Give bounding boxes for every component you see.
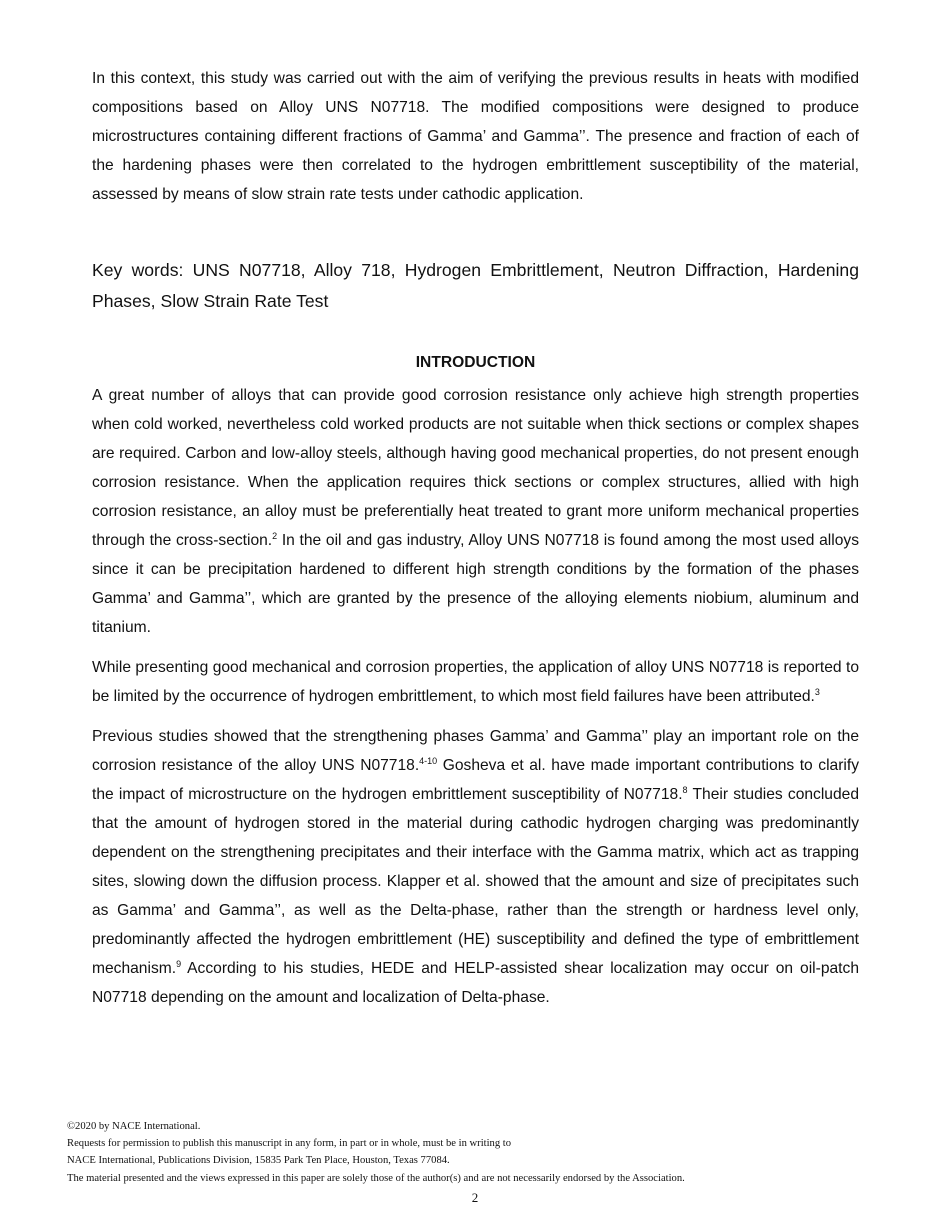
- spacer: [92, 209, 859, 255]
- paragraph-text: Previous studies showed that the strengthening phases Gamma’ and Gamma’’ play an important role on the corrosion resistance of the alloy UNS N07718.: [92, 728, 859, 774]
- reference-superscript: 3: [814, 686, 820, 697]
- paragraph-text: Gosheva et al. have made important contributions to clarify the impact of microstructure on the hydrogen embrittlement susceptibility of N07718.: [92, 757, 859, 803]
- keywords: Key words: UNS N07718, Alloy 718, Hydrogen Embrittlement, Neutron Diffraction, Hardening Phases, Slow Strain Rate Test: [92, 260, 859, 311]
- introduction-paragraph-1: [92, 381, 859, 642]
- reference-superscript: 9: [176, 958, 182, 969]
- paragraph-text: Their studies concluded that the amount of hydrogen stored in the material during cathodic hydrogen charging was predominantly dependent on the strengthening precipitates and their interface with the Gamma matrix, which act as trapping sites, slowing down the diffusion process. Klapper et al. showed that the amount and size of precipitates such as Gamma’ and Gamma’’, as well as the Delta-phase, rather than the strength or hardness level only, predominantly affected the hydrogen embrittlement (HE) susceptibility and defined the type of embrittlement mechanism.: [92, 786, 859, 977]
- section-heading-introduction: INTRODUCTION: [415, 354, 536, 371]
- footer-permission-line-2: NACE International, Publications Division, 15835 Park Ten Place, Houston, Texas 77084.: [67, 1155, 450, 1167]
- footer-disclaimer: The material presented and the views expressed in this paper are solely those of the author(s) and are not necessarily endorsed by the Association.: [67, 1172, 685, 1184]
- page-number: 2: [471, 1190, 479, 1205]
- intro-paragraph: In this context, this study was carried out with the aim of verifying the previous results in heats with modified compositions based on Alloy UNS N07718. The modified compositions were designed to produce microstructures containing different fractions of Gamma’ and Gamma’’. The presence and fraction of each of the hardening phases were then correlated to the hydrogen embrittlement susceptibility of the material, assessed by means of slow strain rate tests under cathodic application.: [92, 70, 859, 203]
- reference-superscript: 2: [272, 530, 278, 541]
- footer-copyright: ©2020 by NACE International.: [67, 1121, 201, 1132]
- paragraph-text: A great number of alloys that can provide good corrosion resistance only achieve high strength properties when cold worked, nevertheless cold worked products are not suitable when thick sections or complex shapes are required. Carbon and low-alloy steels, although having good mechanical properties, do not present enough corrosion resistance. When the application requires thick sections or complex structures, allied with high corrosion resistance, an alloy must be preferentially heat treated to grant more uniform mechanical properties through the cross-section.: [92, 387, 859, 549]
- document-body: [92, 64, 859, 1012]
- page-footer: [67, 1118, 907, 1187]
- footer-permission-line-1: Requests for permission to publish this manuscript in any form, in part or in whole, must be in writing to: [67, 1138, 512, 1150]
- introduction-paragraph-2: [92, 653, 859, 711]
- reference-superscript: 4-10: [419, 755, 438, 766]
- introduction-paragraph-3: [92, 722, 859, 1012]
- paragraph-text: According to his studies, HEDE and HELP-assisted shear localization may occur on oil-patch N07718 depending on the amount and localization of Delta-phase.: [92, 960, 859, 1006]
- reference-superscript: 8: [682, 784, 688, 795]
- paragraph-text: While presenting good mechanical and corrosion properties, the application of alloy UNS N07718 is reported to be limited by the occurrence of hydrogen embrittlement, to which most field failures have been attributed.: [92, 659, 859, 705]
- paragraph-text: In the oil and gas industry, Alloy UNS N07718 is found among the most used alloys since it can be precipitation hardened to different high strength conditions by the formation of the phases Gamma’ and Gamma’’, which are granted by the presence of the alloying elements niobium, aluminum and titanium.: [92, 532, 860, 636]
